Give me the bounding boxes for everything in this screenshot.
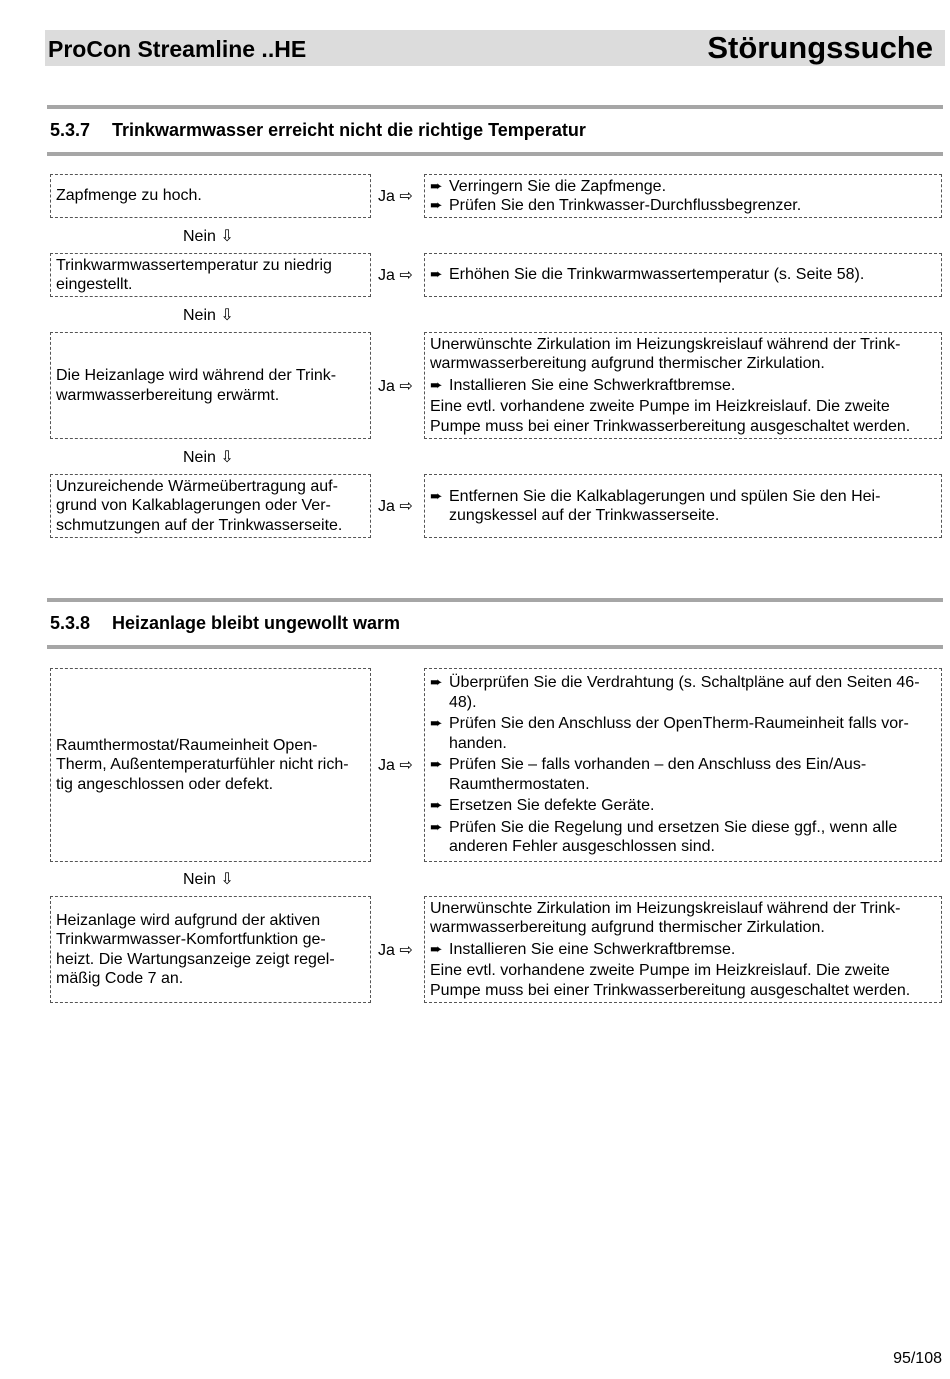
arrow-right-icon: ➨ bbox=[430, 818, 443, 836]
action-text: Installieren Sie eine Schwerkraftbremse. bbox=[449, 940, 736, 958]
action-text: handen. bbox=[449, 734, 507, 752]
arrow-right-icon: ➨ bbox=[430, 266, 443, 284]
section-divider-bottom bbox=[47, 152, 943, 156]
action-text-block bbox=[430, 335, 937, 374]
cause-text: Therm, Außentemperaturfühler nicht rich- bbox=[56, 756, 349, 774]
section-heading-5-3-7 bbox=[50, 120, 586, 141]
action-text-block bbox=[430, 961, 937, 1000]
cause-text: Raumthermostat/Raumeinheit Open- bbox=[56, 736, 318, 754]
cause-text: tig angeschlossen oder defekt. bbox=[56, 775, 274, 793]
action-text: Erhöhen Sie die Trinkwarmwassertemperatur (s. Seite 58). bbox=[449, 266, 865, 284]
section-number: 5.3.7 bbox=[50, 120, 91, 140]
no-arrow: Nein ⇩ bbox=[183, 871, 234, 888]
action-bullet bbox=[430, 940, 937, 960]
action-bullet bbox=[430, 487, 937, 526]
action-text: Prüfen Sie – falls vorhanden – den Anschluss des Ein/Aus- bbox=[449, 756, 867, 774]
action-text-block bbox=[430, 899, 937, 938]
arrow-right-icon: ➨ bbox=[430, 674, 443, 692]
yes-arrow: Ja ⇨ bbox=[378, 188, 413, 205]
cause-text: Die Heizanlage wird während der Trink- bbox=[56, 367, 337, 384]
yes-arrow: Ja ⇨ bbox=[378, 942, 413, 959]
arrow-right-icon: ➨ bbox=[430, 177, 443, 195]
cause-text: Zapfmenge zu hoch. bbox=[56, 187, 202, 205]
cause-text: heizt. Die Wartungsanzeige zeigt regel- bbox=[56, 950, 335, 968]
action-text: Installieren Sie eine Schwerkraftbremse. bbox=[449, 376, 736, 394]
cause-text: schmutzungen auf der Trinkwasserseite. bbox=[56, 516, 343, 534]
action-text: Eine evtl. vorhandene zweite Pumpe im Heizkreislauf. Die zweite bbox=[430, 398, 890, 416]
action-bullet bbox=[430, 376, 937, 396]
action-text: Überprüfen Sie die Verdrahtung (s. Schaltpläne auf den Seiten 46- bbox=[449, 674, 920, 692]
action-bullet bbox=[430, 818, 937, 857]
section-title: Heizanlage bleibt ungewollt warm bbox=[112, 613, 401, 633]
arrow-right-icon: ➨ bbox=[430, 715, 443, 733]
action-text: Pumpe muss bei einer Trinkwasserbereitung ausgeschaltet werden. bbox=[430, 981, 911, 999]
action-text: 48). bbox=[449, 693, 477, 711]
cause-box bbox=[50, 174, 371, 218]
action-bullet bbox=[430, 196, 937, 216]
cause-box bbox=[50, 332, 371, 439]
arrow-right-icon: ➨ bbox=[430, 940, 443, 958]
cause-text: Unzureichende Wärmeübertragung auf- bbox=[56, 477, 338, 495]
action-text: anderen Fehler ausgeschlossen sind. bbox=[449, 838, 715, 856]
action-text: Unerwünschte Zirkulation im Heizungskreislauf während der Trink- bbox=[430, 335, 901, 353]
action-bullet bbox=[430, 265, 937, 285]
yes-arrow: Ja ⇨ bbox=[378, 498, 413, 515]
action-text: zungskessel auf der Trinkwasserseite. bbox=[449, 507, 720, 524]
yes-arrow: Ja ⇨ bbox=[378, 267, 413, 284]
action-box bbox=[424, 332, 942, 439]
arrow-right-icon: ➨ bbox=[430, 487, 443, 505]
action-text: Ersetzen Sie defekte Geräte. bbox=[449, 797, 655, 815]
arrow-right-icon: ➨ bbox=[430, 797, 443, 815]
page-number: 95/108 bbox=[893, 1350, 942, 1367]
action-text: warmwasserbereitung aufgrund thermischer Zirkulation. bbox=[430, 919, 825, 937]
section-heading-5-3-8 bbox=[50, 613, 400, 634]
action-box bbox=[424, 896, 942, 1003]
action-box bbox=[424, 668, 942, 862]
cause-text: Trinkwarmwassertemperatur zu niedrig bbox=[56, 256, 332, 274]
action-bullet bbox=[430, 714, 937, 753]
no-arrow: Nein ⇩ bbox=[183, 228, 234, 245]
action-bullet bbox=[430, 796, 937, 816]
action-bullet bbox=[430, 673, 937, 712]
action-text: Entfernen Sie die Kalkablagerungen und spülen Sie den Hei- bbox=[449, 487, 881, 505]
cause-text: warmwasserbereitung erwärmt. bbox=[56, 386, 280, 404]
cause-box bbox=[50, 896, 371, 1003]
cause-box bbox=[50, 253, 371, 297]
section-divider-top bbox=[47, 105, 943, 109]
page-header bbox=[45, 30, 945, 66]
product-name: ProCon Streamline ..HE bbox=[48, 36, 307, 62]
action-text: Prüfen Sie den Trinkwasser-Durchflussbegrenzer. bbox=[449, 197, 802, 214]
section-divider-bottom bbox=[47, 645, 943, 649]
cause-text: eingestellt. bbox=[56, 276, 133, 293]
action-text-block bbox=[430, 397, 937, 436]
section-title: Trinkwarmwasser erreicht nicht die richtige Temperatur bbox=[112, 120, 586, 140]
action-text: warmwasserbereitung aufgrund thermischer Zirkulation. bbox=[430, 355, 825, 373]
arrow-right-icon: ➨ bbox=[430, 197, 443, 214]
cause-text: mäßig Code 7 an. bbox=[56, 970, 184, 987]
cause-box bbox=[50, 668, 371, 862]
cause-box bbox=[50, 474, 371, 538]
arrow-right-icon: ➨ bbox=[430, 376, 443, 394]
action-bullet bbox=[430, 177, 937, 197]
action-text: Pumpe muss bei einer Trinkwasserbereitung ausgeschaltet werden. bbox=[430, 417, 911, 435]
action-text: Verringern Sie die Zapfmenge. bbox=[449, 177, 667, 195]
action-text: Raumthermostaten. bbox=[449, 775, 590, 793]
cause-text: Heizanlage wird aufgrund der aktiven bbox=[56, 911, 321, 929]
section-number: 5.3.8 bbox=[50, 613, 91, 633]
action-box bbox=[424, 474, 942, 538]
no-arrow: Nein ⇩ bbox=[183, 307, 234, 324]
action-box bbox=[424, 174, 942, 218]
action-box bbox=[424, 253, 942, 297]
cause-text: grund von Kalkablagerungen oder Ver- bbox=[56, 497, 331, 515]
yes-arrow: Ja ⇨ bbox=[378, 378, 413, 395]
chapter-title: Störungssuche bbox=[707, 30, 933, 65]
arrow-right-icon: ➨ bbox=[430, 756, 443, 774]
action-text: Unerwünschte Zirkulation im Heizungskreislauf während der Trink- bbox=[430, 899, 901, 917]
section-divider-top bbox=[47, 598, 943, 602]
action-text: Prüfen Sie die Regelung und ersetzen Sie diese ggf., wenn alle bbox=[449, 818, 898, 836]
yes-arrow: Ja ⇨ bbox=[378, 757, 413, 774]
action-text: Eine evtl. vorhandene zweite Pumpe im Heizkreislauf. Die zweite bbox=[430, 962, 890, 980]
cause-text: Trinkwarmwasser-Komfortfunktion ge- bbox=[56, 931, 326, 948]
action-text: Prüfen Sie den Anschluss der OpenTherm-Raumeinheit falls vor- bbox=[449, 715, 909, 733]
no-arrow: Nein ⇩ bbox=[183, 449, 234, 466]
action-bullet bbox=[430, 755, 937, 794]
